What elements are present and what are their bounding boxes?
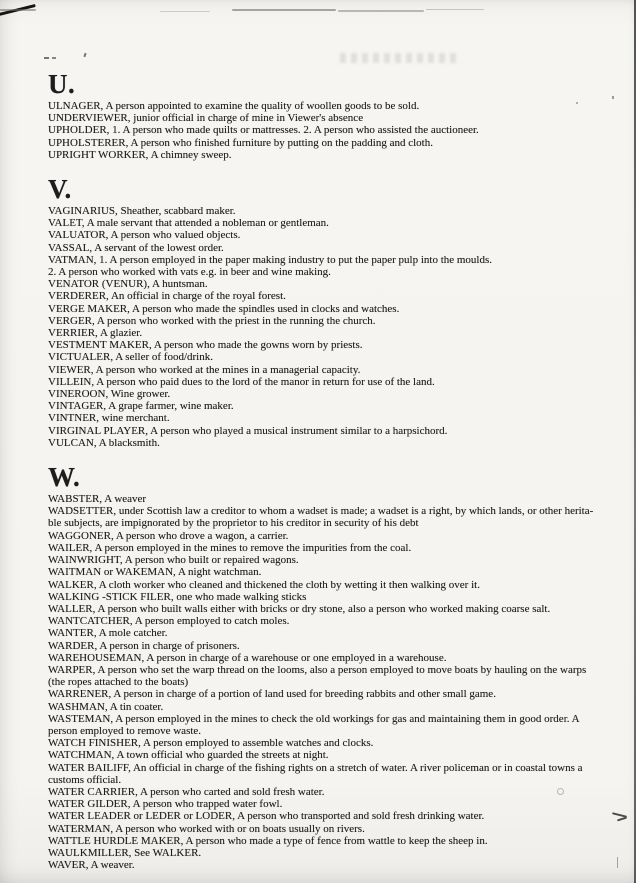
section-u <box>48 70 608 161</box>
entry-line: UPHOLDER, 1. A person who made quilts or mattresses. 2. A person who assisted the auctioneer. <box>48 124 479 137</box>
entry-line: WATERMAN, A person who worked with or on boats usually on rivers. <box>48 822 365 835</box>
entry-line: VERGER, A person who worked with the priest in the running the church. <box>48 314 376 327</box>
glossary-entry <box>48 554 608 566</box>
section-v <box>48 175 608 449</box>
entry-line: WADSETTER, under Scottish law a creditor to whom a wadset is made; a wadset is a right, by which lands, or other herita- <box>48 505 594 518</box>
glossary-entry <box>48 149 608 161</box>
glossary-entry <box>48 217 608 229</box>
entry-line: WASTEMAN, A person employed in the mines to check the old workings for gas and maintaining them in good order. A <box>48 712 580 725</box>
entry-line: (the ropes attached to the boats) <box>48 676 189 689</box>
entry-line: WAITMAN or WAKEMAN, A night watchman. <box>48 566 262 579</box>
entry-line: VIEWER, A person who worked at the mines in a managerial capacity. <box>48 363 361 376</box>
entry-line: VERDERER, An official in charge of the royal forest. <box>48 290 286 303</box>
glossary-content <box>48 70 608 871</box>
entry-line: UNDERVIEWER, junior official in charge of mine in Viewer's absence <box>48 112 364 125</box>
ink-speck <box>83 53 86 57</box>
glossary-entry <box>48 254 608 278</box>
entry-line: WATCH FINISHER, A person employed to assemble watches and clocks. <box>48 737 374 750</box>
glossary-entry <box>48 810 608 822</box>
glossary-entry <box>48 412 608 424</box>
glossary-entry <box>48 112 608 124</box>
ink-speck <box>52 57 56 59</box>
glossary-entry <box>48 749 608 761</box>
section-letter-heading: U. <box>48 69 76 99</box>
glossary-entry <box>48 303 608 315</box>
glossary-entry <box>48 530 608 542</box>
glossary-entry <box>48 859 608 871</box>
entry-line: VINEROON, Wine grower. <box>48 388 171 401</box>
scan-edge-line <box>160 11 210 12</box>
ink-speck <box>44 57 49 59</box>
entry-line: WARPER, A person who set the warp thread on the looms, also a person employed to move boats by hauling on the warps <box>48 663 587 676</box>
glossary-entry <box>48 579 608 591</box>
glossary-entry <box>48 205 608 217</box>
entry-line: VILLEIN, A person who paid dues to the lord of the manor in return for use of the land. <box>48 375 435 388</box>
glossary-entry <box>48 713 608 737</box>
entry-line: VINTAGER, A grape farmer, wine maker. <box>48 400 234 413</box>
entry-line: VENATOR (VENUR), A huntsman. <box>48 278 208 291</box>
glossary-entry <box>48 364 608 376</box>
glossary-entry <box>48 701 608 713</box>
section-letter-heading: W. <box>48 462 81 493</box>
entry-line: WATER GILDER, A person who trapped water fowl. <box>48 798 283 811</box>
entry-line: VIRGINAL PLAYER, A person who played a musical instrument similar to a harpsichord. <box>48 424 448 437</box>
section-w <box>48 463 608 871</box>
glossary-entry <box>48 786 608 798</box>
entry-line: WASHMAN, A tin coater. <box>48 700 164 713</box>
entry-line: VERGE MAKER, A person who made the spindles used in clocks and watches. <box>48 302 400 315</box>
entry-line: person employed to remove waste. <box>48 724 202 737</box>
entry-line: WAINWRIGHT, A person who built or repaired wagons. <box>48 554 299 567</box>
glossary-entry <box>48 339 608 351</box>
entry-line: WATTLE HURDLE MAKER, A person who made a type of fence from wattle to keep the sheep in. <box>48 834 488 847</box>
glossary-entry <box>48 640 608 652</box>
glossary-entry <box>48 566 608 578</box>
scan-edge-line <box>426 9 484 10</box>
entry-line: VALUATOR, A person who valued objects. <box>48 229 241 242</box>
entry-line: VASSAL, A servant of the lowest order. <box>48 241 224 254</box>
glossary-entry <box>48 627 608 639</box>
glossary-entry <box>48 737 608 749</box>
entry-line: WALKER, A cloth worker who cleaned and thickened the cloth by wetting it then walking over it. <box>48 578 480 591</box>
glossary-entry <box>48 615 608 627</box>
glossary-entry <box>48 315 608 327</box>
entry-line: VERRIER, A glazier. <box>48 327 143 340</box>
glossary-entry <box>48 542 608 554</box>
entry-line: WANTCATCHER, A person employed to catch moles. <box>48 615 290 628</box>
entry-line: WABSTER, A weaver <box>48 493 147 506</box>
entry-line: VAGINARIUS, Sheather, scabbard maker. <box>48 205 236 218</box>
glossary-entry <box>48 652 608 664</box>
glossary-entry <box>48 505 608 529</box>
glossary-entry <box>48 100 608 112</box>
entry-line: UPRIGHT WORKER, A chimney sweep. <box>48 148 232 161</box>
glossary-entry <box>48 351 608 363</box>
glossary-entry <box>48 835 608 847</box>
entry-line: VINTNER, wine merchant. <box>48 412 170 425</box>
scan-edge-line <box>232 9 336 11</box>
glossary-entry <box>48 278 608 290</box>
pen-scribble <box>612 812 630 822</box>
glossary-entry <box>48 290 608 302</box>
entry-line: ULNAGER, A person appointed to examine the quality of woollen goods to be sold. <box>48 100 420 112</box>
glossary-entry <box>48 425 608 437</box>
entry-line: ble subjects, are impignorated by the proprietor to his creditor in security of his debt <box>48 517 419 530</box>
glossary-entry <box>48 591 608 603</box>
glossary-entry <box>48 400 608 412</box>
entry-line: WAREHOUSEMAN, A person in charge of a warehouse or one employed in a warehouse. <box>48 651 447 664</box>
glossary-entry <box>48 229 608 241</box>
entry-line: WATCHMAN, A town official who guarded the streets at night. <box>48 749 329 762</box>
entry-line: WARRENER, A person in charge of a portion of land used for breeding rabbits and other small game. <box>48 688 496 701</box>
glossary-entry <box>48 762 608 786</box>
glossary-entry <box>48 376 608 388</box>
entry-line: WARDER, A person in charge of prisoners. <box>48 639 240 652</box>
glossary-entry <box>48 493 608 505</box>
entry-line: WATER BAILIFF, An official in charge of the fishing rights on a stretch of water. A river policeman or in coastal towns a <box>48 761 583 774</box>
glossary-entry <box>48 388 608 400</box>
entry-line: WALLER, A person who built walls either with bricks or dry stone, also a person who worked making coarse salt. <box>48 602 551 615</box>
glossary-entry <box>48 327 608 339</box>
entry-line: 2. A person who worked with vats e.g. in beer and wine making. <box>48 266 331 279</box>
entry-line: WAILER, A person employed in the mines to remove the impurities from the coal. <box>48 541 412 554</box>
glossary-entry <box>48 603 608 615</box>
scan-edge-line <box>338 10 424 12</box>
entry-line: WAVER, A weaver. <box>48 859 135 872</box>
entry-line: VALET, A male servant that attended a nobleman or gentleman. <box>48 217 329 230</box>
entry-line: customs official. <box>48 773 122 786</box>
entry-line: WATER LEADER or LEDER or LODER, A person who transported and sold fresh drinking water. <box>48 810 485 823</box>
glossary-entry <box>48 437 608 449</box>
glossary-entry <box>48 242 608 254</box>
scan-edge-line <box>0 9 36 11</box>
glossary-entry <box>48 124 608 136</box>
glossary-entry <box>48 664 608 688</box>
glossary-entry <box>48 688 608 700</box>
entry-line: UPHOLSTERER, A person who finished furniture by putting on the padding and cloth. <box>48 136 433 149</box>
entry-line: VESTMENT MAKER, A person who made the gowns worn by priests. <box>48 339 363 352</box>
pencil-smudge <box>340 53 460 63</box>
entry-line: WALKING -STICK FILER, one who made walking sticks <box>48 590 307 603</box>
glossary-entry <box>48 798 608 810</box>
entry-line: VULCAN, A blacksmith. <box>48 436 160 449</box>
entry-line: VATMAN, 1. A person employed in the paper making industry to put the paper pulp into the moulds. <box>48 253 493 266</box>
glossary-entry <box>48 823 608 835</box>
entry-line: VICTUALER, A seller of food/drink. <box>48 351 213 364</box>
pen-mark <box>617 857 618 868</box>
entry-line: WATER CARRIER, A person who carted and sold fresh water. <box>48 785 325 798</box>
ink-speck <box>612 96 614 99</box>
entry-line: WAGGONER, A person who drove a wagon, a carrier. <box>48 529 289 542</box>
entry-line: WANTER, A mole catcher. <box>48 627 168 640</box>
entry-line: WAULKMILLER, See WALKER. <box>48 846 202 859</box>
glossary-entry <box>48 847 608 859</box>
section-letter-heading: V. <box>48 174 72 205</box>
glossary-entry <box>48 137 608 149</box>
